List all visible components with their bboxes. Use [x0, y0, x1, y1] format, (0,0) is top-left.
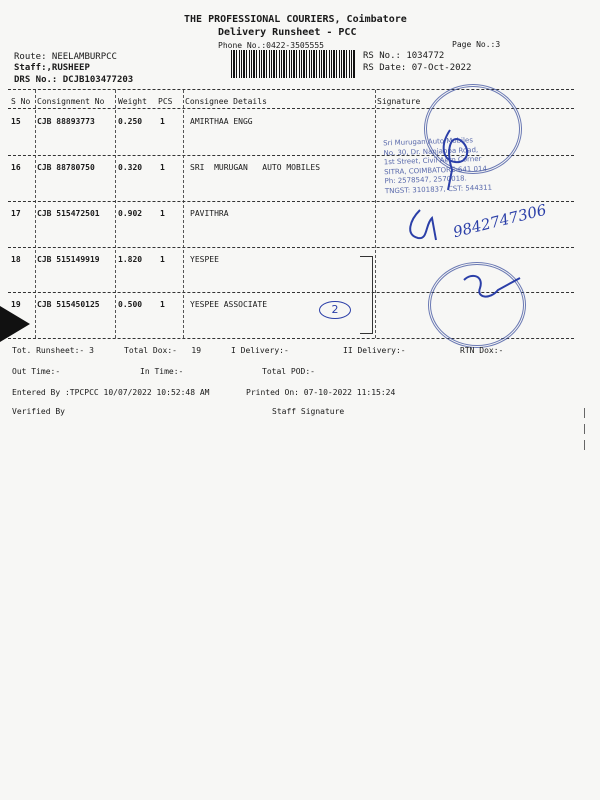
row-pcs: 1 — [160, 209, 165, 218]
row-pcs: 1 — [160, 117, 165, 126]
row-pcs: 1 — [160, 300, 165, 309]
page-number: Page No.:3 — [452, 40, 501, 49]
row-weight: 1.820 — [118, 255, 143, 264]
stamp-line: 1st Street, Civil Aero Corner — [383, 154, 482, 167]
row-consignee: YESPEE — [190, 255, 219, 264]
col-sep-1 — [35, 90, 36, 338]
row-consignment: CJB 515149919 — [37, 255, 100, 264]
row-consignee: SRI MURUGAN AUTO MOBILES — [190, 163, 321, 172]
header-pcs: PCS — [158, 97, 173, 106]
staff-signature-label: Staff Signature — [272, 407, 345, 416]
row-weight: 0.320 — [118, 163, 143, 172]
circled-count: 2 — [319, 301, 351, 319]
i-delivery: I Delivery:- — [231, 346, 289, 355]
row-consignee: PAVITHRA — [190, 209, 229, 218]
document-title: Delivery Runsheet - PCC — [218, 27, 357, 38]
total-dox: Total Dox:- 19 — [124, 346, 202, 355]
col-sep-2 — [115, 90, 116, 338]
verified-by: Verified By — [12, 407, 65, 416]
printed-on: Printed On: 07-10-2022 11:15:24 — [246, 388, 396, 397]
row-sno: 18 — [11, 255, 21, 264]
row-sno: 16 — [11, 163, 21, 172]
rtn-dox: RTN Dox:- — [460, 346, 504, 355]
row-weight: 0.500 — [118, 300, 143, 309]
stamp-line: No. 30, Dr. Nanjappa Road, — [383, 145, 479, 157]
drs-number: DRS No.: DCJB103477203 — [14, 75, 134, 85]
header-consignment: Consignment No — [37, 97, 105, 106]
row-sno: 15 — [11, 117, 21, 126]
barcode — [231, 50, 356, 78]
row-consignment: CJB 88893773 — [37, 117, 95, 126]
stamp-line: Ph: 2578547, 2570018. — [384, 174, 467, 186]
row-pcs: 1 — [160, 255, 165, 264]
header-signature: Signature — [377, 97, 421, 106]
stamp-line: Sri Murugan Auto Mobiles — [383, 136, 474, 148]
row-consignment: CJB 88780750 — [37, 163, 95, 172]
stamp-line: TNGST: 3101837, CST: 544311 — [384, 183, 493, 195]
col-sep-3 — [183, 90, 184, 338]
handwritten-phone: 9842747306 — [451, 200, 549, 242]
total-runsheet: Tot. Runsheet:- 3 — [12, 346, 94, 355]
row-weight: 0.250 — [118, 117, 143, 126]
edge-mark — [584, 424, 585, 434]
row-consignee: YESPEE ASSOCIATE — [190, 300, 268, 309]
ii-delivery: II Delivery:- — [343, 346, 406, 355]
out-time: Out Time:- — [12, 367, 61, 376]
header-consignee: Consignee Details — [185, 97, 267, 106]
rs-number: RS No.: 1034772 — [363, 51, 445, 61]
total-pod: Total POD:- — [262, 367, 315, 376]
company-name: THE PROFESSIONAL COURIERS, Coimbatore — [184, 14, 407, 25]
edge-mark — [584, 440, 585, 450]
row-consignment: CJB 515472501 — [37, 209, 100, 218]
col-sep-4 — [375, 90, 376, 338]
row-consignee: AMIRTHAA ENGG — [190, 117, 253, 126]
hand-drawn-bracket — [360, 256, 373, 334]
staff: Staff:,RUSHEEP — [14, 63, 90, 73]
header-weight: Weight — [118, 97, 147, 106]
row-sno: 19 — [11, 300, 21, 309]
row-pcs: 1 — [160, 163, 165, 172]
entered-by: Entered By :TPCPCC 10/07/2022 10:52:48 AM — [12, 388, 210, 397]
row-consignment: CJB 515450125 — [37, 300, 100, 309]
in-time: In Time:- — [140, 367, 184, 376]
header-sno: S No — [11, 97, 31, 106]
row-weight: 0.902 — [118, 209, 143, 218]
row-sno: 17 — [11, 209, 21, 218]
route: Route: NEELAMBURPCC — [14, 52, 117, 62]
scan-artifact — [0, 306, 30, 342]
rs-date: RS Date: 07-Oct-2022 — [363, 63, 472, 73]
stamp-line: SITRA, COIMBATORE-641 014 — [384, 164, 487, 176]
edge-mark — [584, 408, 585, 418]
phone-number: Phone No.:0422-3505555 — [218, 41, 324, 50]
